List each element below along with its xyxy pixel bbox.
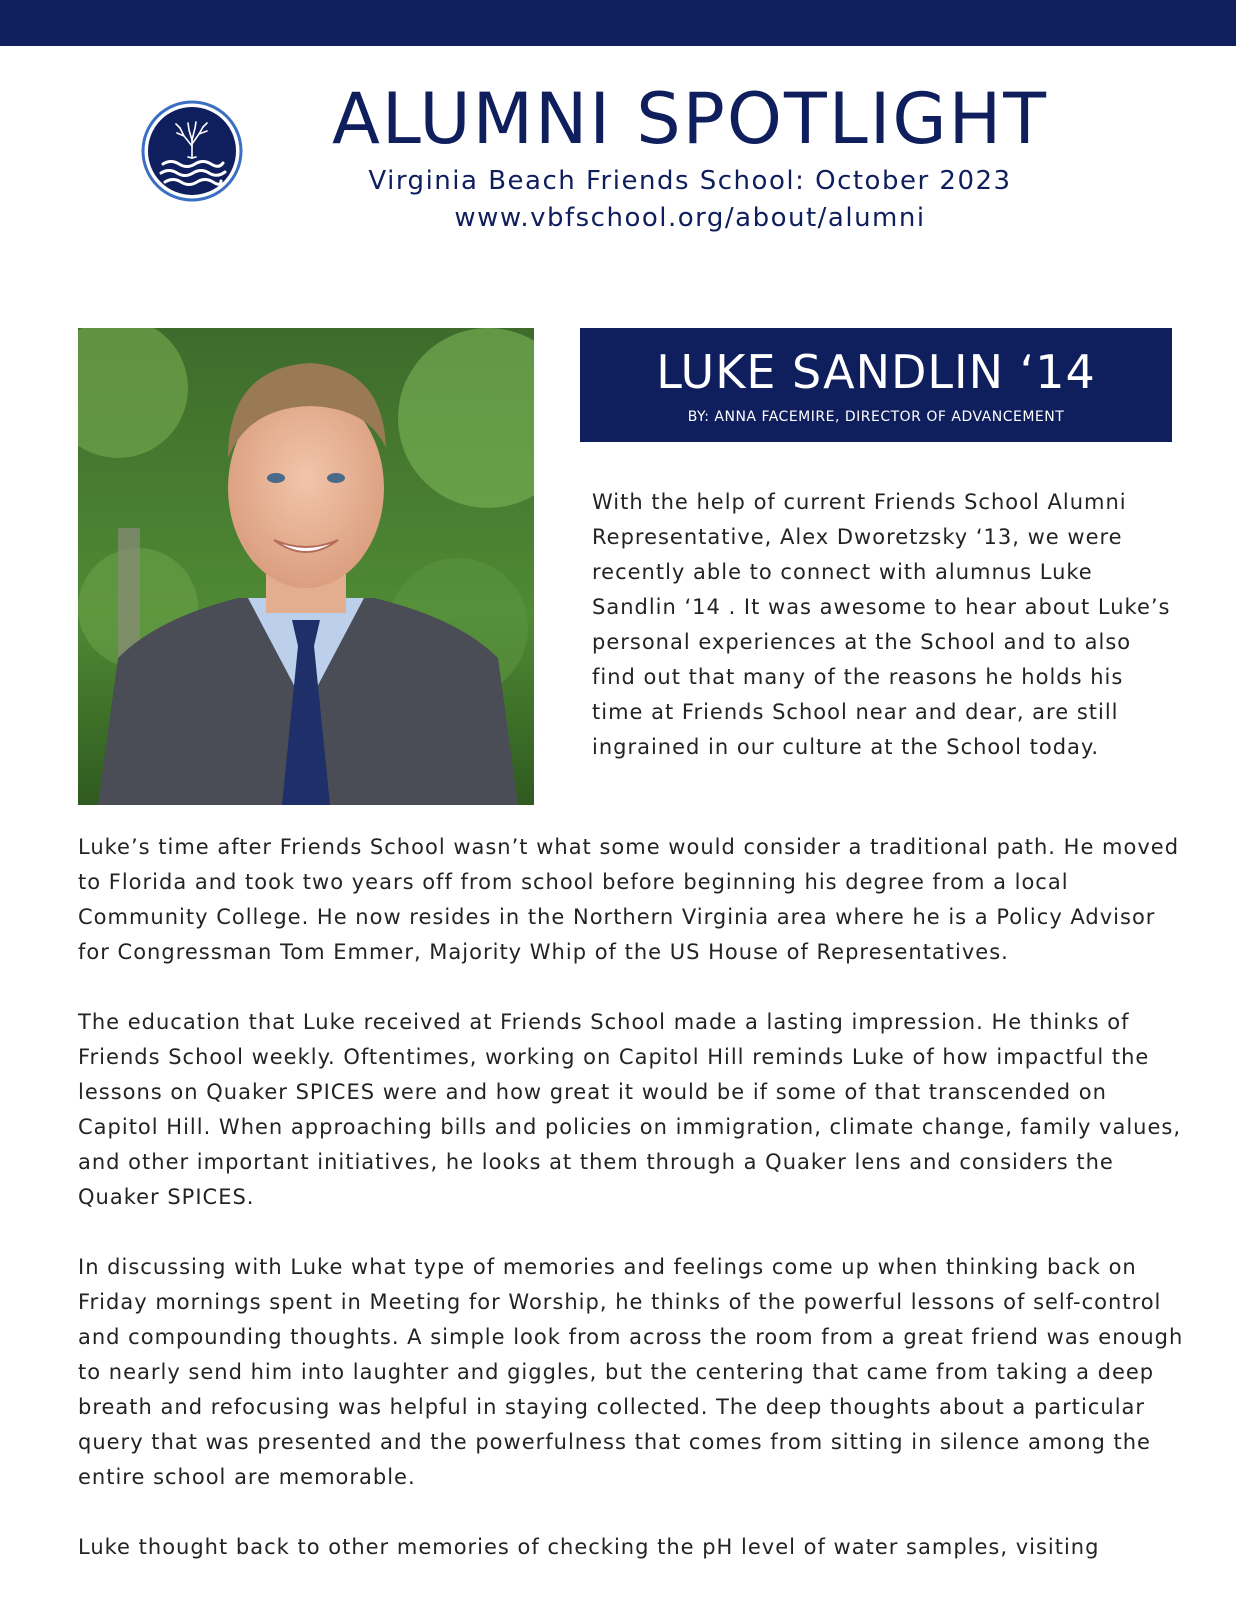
intro-column (592, 485, 1182, 765)
page-subtitle: Virginia Beach Friends School: October 2023 (368, 166, 1012, 196)
alumnus-name: LUKE SANDLIN ‘14 (656, 345, 1096, 399)
tree-over-waves-icon (141, 100, 243, 202)
alumni-link[interactable]: www.vbfschool.org/about/alumni (454, 203, 926, 233)
top-banner (0, 0, 1236, 46)
profile-header (580, 328, 1172, 442)
intro-paragraph: With the help of current Friends School Alumni Representative, Alex Dworetzsky ‘13, we were recently able to connect with alumnus Luke Sandlin ‘14 . It was awesome to hear about Luke’s personal experiences at the School and to also find out that many of the reasons he holds his time at Friends School near and dear, are still ingrained in our culture at the School today. (592, 490, 1171, 759)
portrait-photo (78, 328, 534, 805)
paragraph-3: In discussing with Luke what type of memories and feelings come up when thinking back on Friday mornings spent in Meeting for Worship, he thinks of the powerful lessons of self-control and compounding thoughts. A simple look from across the room from a great friend was enough to nearly send him into laughter and giggles, but the centering that came from taking a deep breath and refocusing was helpful in staying collected. The deep thoughts about a particular query that was presented and the powerfulness that comes from sitting in silence among the entire school are memorable. (78, 1255, 1184, 1489)
page-title: ALUMNI SPOTLIGHT (331, 78, 1049, 160)
article-body (78, 830, 1188, 1600)
paragraph-1: Luke’s time after Friends School wasn’t what some would consider a traditional path. He moved to Florida and took two years off from school before beginning his degree from a local Community College. He now resides in the Northern Virginia area where he is a Policy Advisor for Congressman Tom Emmer, Majority Whip of the US House of Representatives. (78, 835, 1180, 964)
author-byline: BY: ANNA FACEMIRE, DIRECTOR OF ADVANCEMENT (687, 409, 1065, 425)
paragraph-2: The education that Luke received at Friends School made a lasting impression. He thinks of Friends School weekly. Oftentimes, working on Capitol Hill reminds Luke of how impactful the lessons on Quaker SPICES were and how great it would be if some of that transcended on Capitol Hill. When approaching bills and policies on immigration, climate change, family values, and other important initiatives, he looks at them through a Quaker lens and considers the Quaker SPICES. (78, 1010, 1182, 1209)
paragraph-4: Luke thought back to other memories of checking the pH level of water samples, visiting (78, 1535, 1100, 1559)
school-logo (141, 100, 243, 202)
